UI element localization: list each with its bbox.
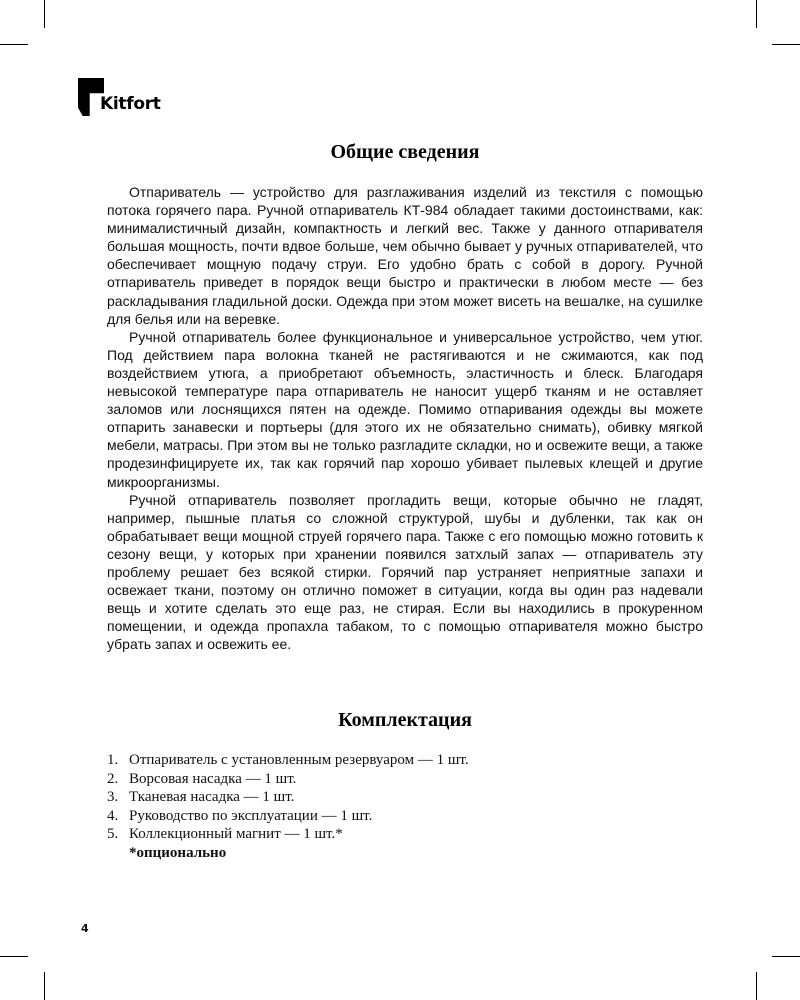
list-item xyxy=(107,770,703,789)
optional-note: *опционально xyxy=(129,844,227,861)
page-number: 4 xyxy=(81,922,89,935)
crop-mark xyxy=(756,972,757,1000)
general-text xyxy=(107,183,703,653)
item-text: Ворсовая насадка — 1 шт. xyxy=(129,770,297,787)
list-item xyxy=(107,807,703,826)
item-number: 1. xyxy=(107,752,119,768)
item-number: 2. xyxy=(107,770,119,787)
item-number: 4. xyxy=(107,807,119,824)
crop-mark xyxy=(756,0,757,28)
paragraph: Ручной отпариватель более функциональное и универсальное устройство, чем утюг. Под действием пара волокна тканей не растягиваются и не сжимаются, как под воздействием утюга, а приобретают объемность, эластичность и блеск. Благодаря невысокой температуре пара отпариватель не наносит ущерб тканям и не оставляет заломов или лоснящихся пятен на одежде. Помимо отпаривания одежды вы можете отпарить занавески и портьеры (для этого их не обязательно снимать), обивку мягкой мебели, матрасы. При этом вы не только разгладите складки, но и освежите вещи, а также продезинфицируете их, так как горячий пар хорошо убивает пылевых клещей и другие микроорганизмы. xyxy=(107,328,703,490)
item-text: Отпариватель с установленным резервуаром — 1 шт. xyxy=(129,752,469,768)
kit-heading: Комплектация xyxy=(338,709,472,731)
crop-mark xyxy=(44,972,45,1000)
item-text: Руководство по эксплуатации — 1 шт. xyxy=(129,807,373,824)
general-heading: Общие сведения xyxy=(330,141,480,163)
list-item xyxy=(107,751,703,770)
crop-mark xyxy=(772,44,800,45)
crop-mark xyxy=(0,956,28,957)
paragraph: Отпариватель — устройство для разглаживания изделий из текстиля с помощью потока горячего пара. Ручной отпариватель КТ-984 обладает такими достоинствами, как: минималистичный дизайн, компактность и легкий вес. Также у данного отпаривателя большая мощность, почти вдвое больше, чем обычно бывает у ручных отпаривателей, что обеспечивает мощную подачу струи. Его удобно брать с собой в дорогу. Ручной отпариватель приведет в порядок вещи быстро и практически в любом месте — без раскладывания гладильной доски. Одежда при этом может висеть на вешалке, на сушилке для белья или на веревке. xyxy=(107,184,703,327)
brand-name: Kitfort xyxy=(100,94,161,114)
item-text: Коллекционный магнит — 1 шт.* xyxy=(129,826,343,842)
list-item xyxy=(107,825,703,844)
crop-mark xyxy=(0,44,28,45)
crop-mark xyxy=(772,956,800,957)
crop-mark xyxy=(44,0,45,28)
list-item xyxy=(107,788,703,807)
kit-list xyxy=(107,751,703,862)
item-number: 3. xyxy=(107,789,119,805)
item-number: 5. xyxy=(107,826,119,842)
item-text: Тканевая насадка — 1 шт. xyxy=(129,789,295,805)
paragraph: Ручной отпариватель позволяет прогладить вещи, которые обычно не гладят, например, пышные платья со сложной структурой, шубы и дубленки, так как он обрабатывает вещи мощной струей горячего пара. Также с его помощью можно готовить к сезону вещи, у которых при хранении появился затхлый запах — отпариватель эту проблему решает без всякой стирки. Горячий пар устраняет неприятные запахи и освежает ткани, поэтому он отлично поможет в ситуации, когда вы один раз надевали вещь и хотите сделать это еще раз, не стирая. Если вы находились в прокуренном помещении, и одежда пропахла табаком, то с помощью отпаривателя можно быстро убрать запах и освежить ее. xyxy=(107,491,703,653)
